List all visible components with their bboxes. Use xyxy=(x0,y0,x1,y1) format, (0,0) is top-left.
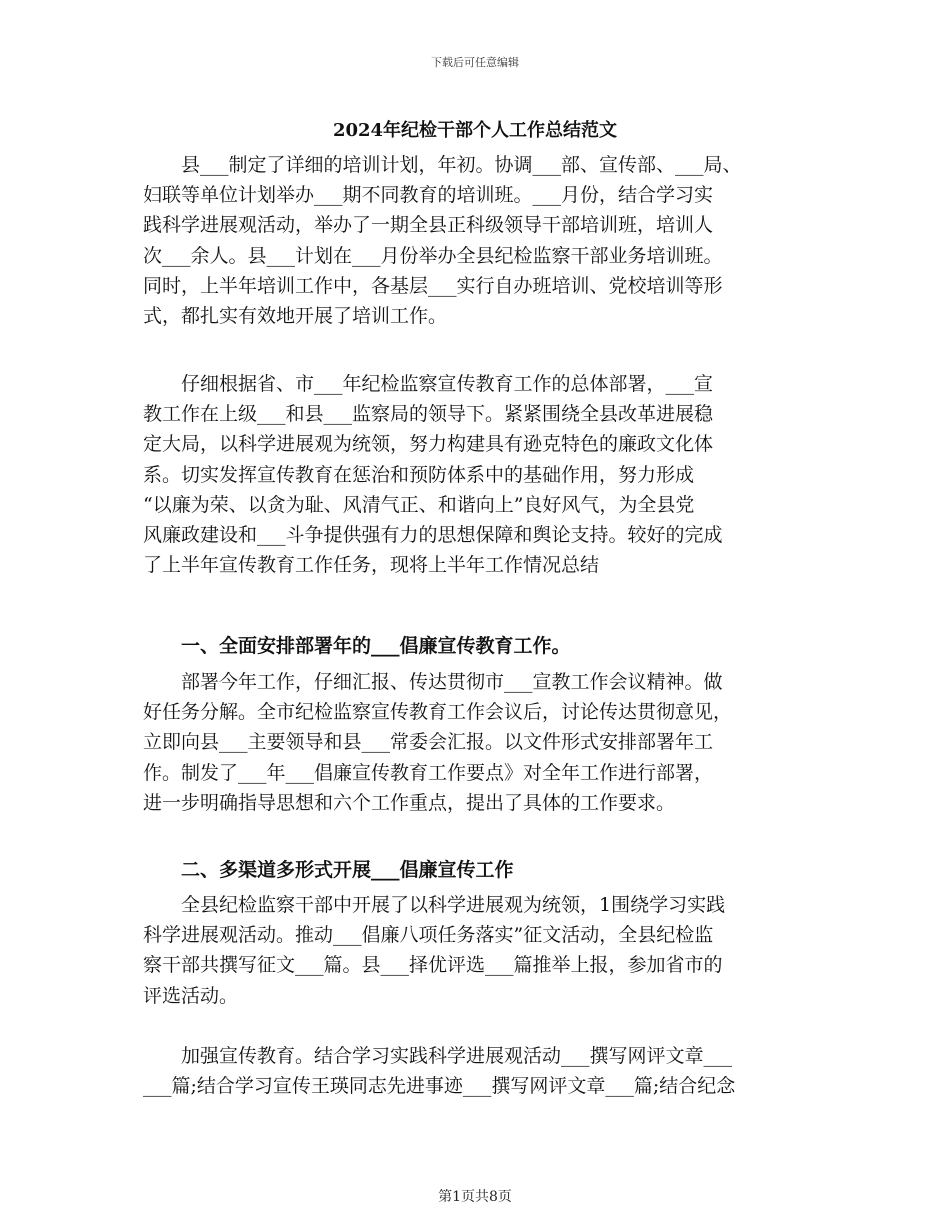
text-line: 仔细根据省、市___年纪检监察宣传教育工作的总体部署，___宣 xyxy=(143,373,714,395)
text-line: 了上半年宣传教育工作任务，现将上半年工作情况总结 xyxy=(143,554,600,577)
section-heading xyxy=(143,855,833,885)
text-line: ___篇;结合学习宣传王瑛同志先进事迹___撰写网评文章___篇;结合纪念 xyxy=(143,1075,736,1098)
text-line: 进一步明确指导思想和六个工作重点，提出了具体的工作要求。 xyxy=(143,791,676,814)
body-paragraph xyxy=(143,150,833,331)
text-line: 教工作在上级___和县___监察局的领导下。紧紧围绕全县改革进展稳 xyxy=(143,403,714,426)
body-paragraph xyxy=(143,1041,833,1101)
text-line: 评选活动。 xyxy=(143,984,239,1007)
heading-text: 一、全面安排部署年的___倡廉宣传教育工作。 xyxy=(143,635,571,657)
text-line: 科学进展观活动。推动___倡廉八项任务落实”征文活动，全县纪检监 xyxy=(143,924,714,947)
text-line: 县___制定了详细的培训计划，年初。协调___部、宣传部、___局、 xyxy=(143,154,742,176)
text-line: 部署今年工作，仔细汇报、传达贯彻市___宣教工作会议精神。做 xyxy=(143,671,723,693)
page-number-footer: 第1页共8页 xyxy=(438,1189,512,1205)
text-line: 察干部共撰写征文___篇。县___择优评选___篇推举上报，参加省市的 xyxy=(143,954,723,977)
body-paragraph xyxy=(143,667,833,818)
text-line: 妇联等单位计划举办___期不同教育的培训班。___月份，结合学习实 xyxy=(143,184,714,207)
text-line: 系。切实发挥宣传教育在惩治和预防体系中的基础作用，努力形成 xyxy=(143,463,695,486)
text-line: 全县纪检监察干部中开展了以科学进展观为统领，1围绕学习实践 xyxy=(143,894,726,916)
heading-text: 二、多渠道多形式开展___倡廉宣传工作 xyxy=(143,859,514,881)
text-line: “以廉为荣、以贪为耻、风清气正、和谐向上”良好风气，为全县党 xyxy=(143,493,695,516)
text-line: 践科学进展观活动，举办了一期全县正科级领导干部培训班，培训人 xyxy=(143,214,714,237)
text-line: 立即向县___主要领导和县___常委会汇报。以文件形式安排部署年工 xyxy=(143,731,714,754)
page-header-note: 下载后可任意编辑 xyxy=(431,56,519,69)
document-title: 2024年纪检干部个人工作总结范文 xyxy=(332,120,618,141)
text-line: 风廉政建设和___斗争提供强有力的思想保障和舆论支持。较好的完成 xyxy=(143,524,723,547)
text-line: 式，都扎实有效地开展了培训工作。 xyxy=(143,305,448,328)
text-line: 加强宣传教育。结合学习实践科学进展观活动___撰写网评文章___ xyxy=(143,1045,733,1067)
section-heading xyxy=(143,631,833,661)
body-paragraph xyxy=(143,890,833,1011)
text-line: 作。制发了___年___倡廉宣传教育工作要点》对全年工作进行部署， xyxy=(143,761,714,784)
text-line: 定大局，以科学进展观为统领，努力构建具有逊克特色的廉政文化体 xyxy=(143,433,714,456)
text-line: 同时，上半年培训工作中，各基层___实行自办班培训、党校培训等形 xyxy=(143,274,723,297)
text-line: 次___余人。县___计划在___月份举办全县纪检监察干部业务培训班。 xyxy=(143,244,723,267)
body-paragraph xyxy=(143,369,833,580)
text-line: 好任务分解。全市纪检监察宣传教育工作会议后，讨论传达贯彻意见， xyxy=(143,701,733,724)
